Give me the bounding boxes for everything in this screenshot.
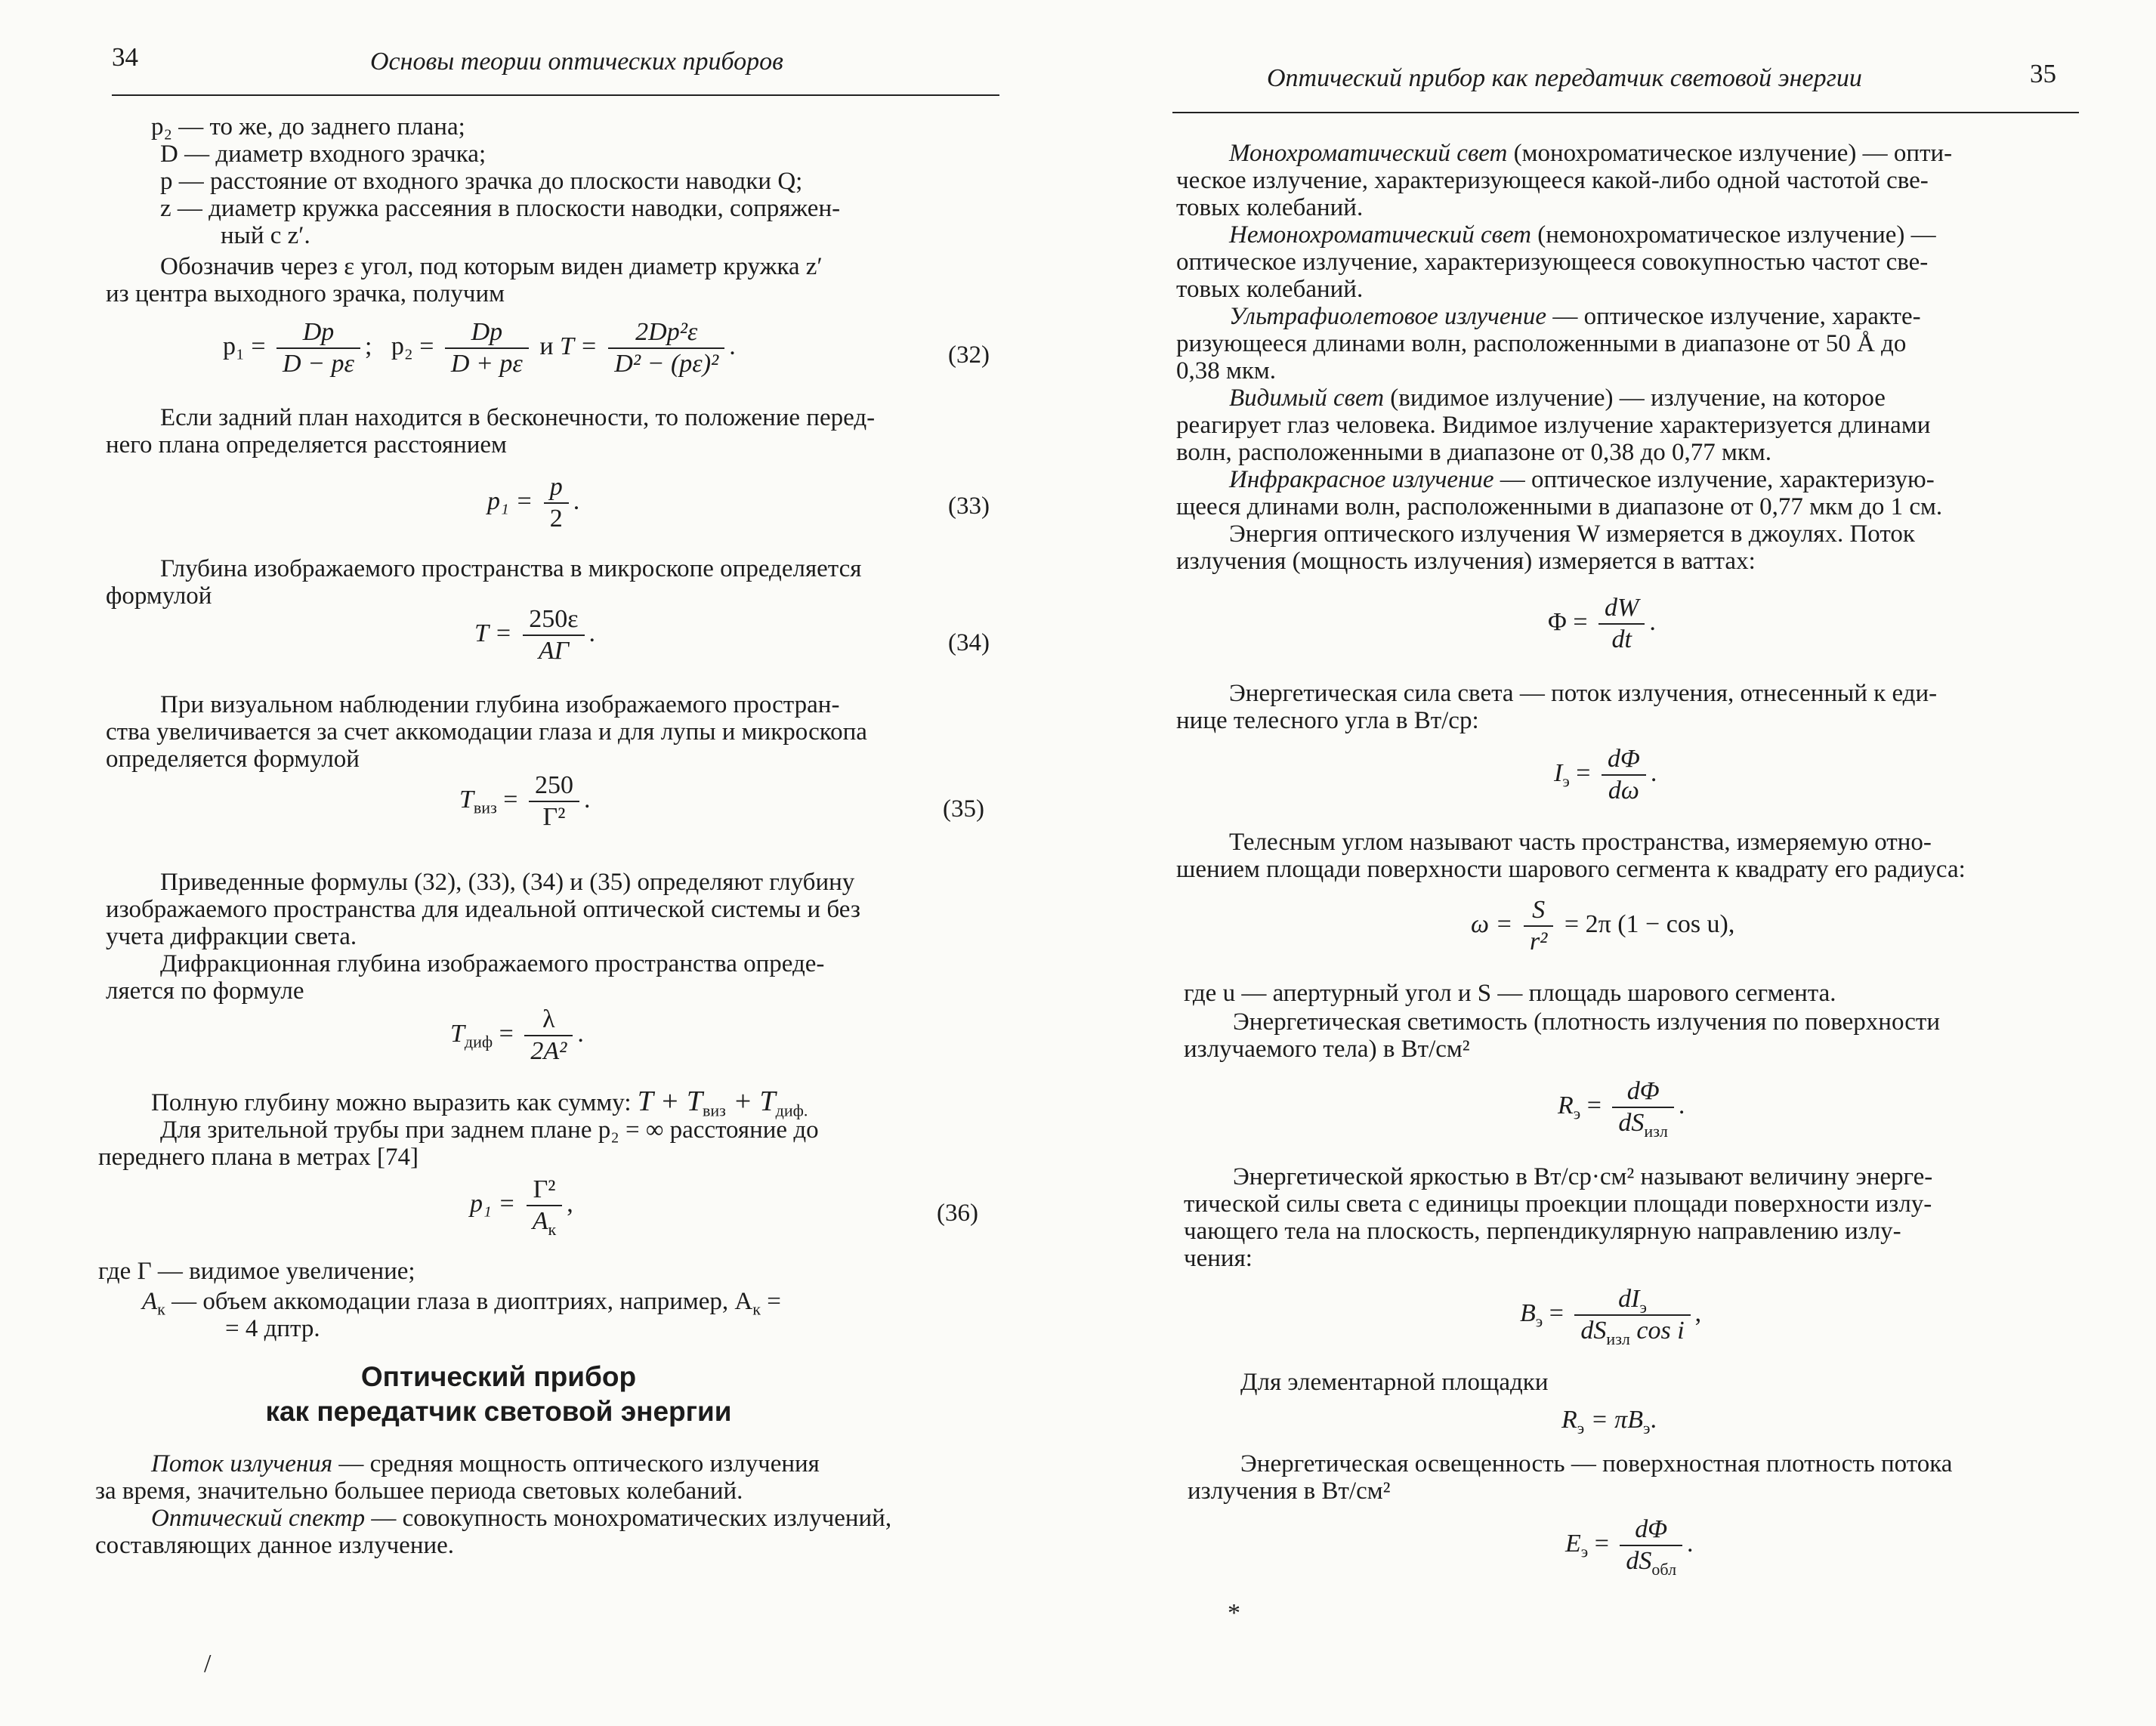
paragraph-energy-line2: излучения (мощность излучения) измеряется в ваттах: <box>1176 548 1756 575</box>
equation-number-35: (35) <box>943 795 984 823</box>
paragraph-formulas-line1: Приведенные формулы (32), (33), (34) и (35) определяют глубину <box>160 869 855 896</box>
paragraph-visible-line3: волн, расположенными в диапазоне от 0,38 до 0,77 мкм. <box>1176 439 1772 466</box>
paragraph-diffraction-line2: ляется по формуле <box>106 977 304 1005</box>
fraction: $\frac{dI_э}{dS_{изл} \cos i}$ <box>1574 1284 1690 1346</box>
where-accommodation-line2: = 4 дптр. <box>225 1315 320 1342</box>
page-number: 35 <box>2030 59 2056 88</box>
paragraph-formulas-line2: изображаемого пространства для идеальной оптической системы и без <box>106 896 860 923</box>
where-accommodation-line1: $A_к$ — объем аккомодации глаза в диоптриях, например, $A_к$ = <box>142 1288 781 1319</box>
fraction: $\frac{S}{\text{r²}}$ <box>1524 895 1553 957</box>
equation-number-33: (33) <box>948 492 990 520</box>
paragraph-energy-line1: Энергия оптического излучения W измеряется в джоулях. Поток <box>1229 520 1915 548</box>
paragraph-spectrum-line1: Оптический спектр — совокупность монохроматических излучений, <box>151 1505 892 1532</box>
paragraph-intensity-line2: нице телесного угла в Вт/ср: <box>1176 707 1479 734</box>
paragraph-visible-line2: реагирует глаз человека. Видимое излучение характеризуется длинами <box>1176 412 1931 439</box>
fraction: $\frac{Dp}{D - p\varepsilon}$ <box>276 317 360 379</box>
paragraph-total-depth: Полную глубину можно выразить как сумму: $T + T_{виз} + T_{диф.}$ <box>151 1085 808 1120</box>
paragraph-infrared-line2: щееся длинами волн, расположенными в диапазоне от 0,77 мкм до 1 см. <box>1176 493 1943 520</box>
right-page <box>1078 0 2156 1726</box>
paragraph-exitance-line1: Энергетическая светимость (плотность излучения по поверхности <box>1233 1008 1941 1036</box>
paragraph-epsilon-line1: Обозначив через ε угол, под которым виден диаметр кружка z′ <box>160 253 823 280</box>
section-heading: Оптический прибор как передатчик световой энергии <box>265 1361 732 1427</box>
fraction: $\frac{dW}{dt}$ <box>1598 593 1645 655</box>
running-title: Основы теории оптических приборов <box>370 48 783 76</box>
equation-35: $T_{виз}$ = $\frac{250}{\text{Γ²}}$ . <box>459 771 591 831</box>
paragraph-monochromatic-line3: товых колебаний. <box>1176 194 1364 221</box>
paragraph-infrared-line1: Инфракрасное излучение — оптическое излучение, характеризую- <box>1229 466 1935 493</box>
equation-diffraction-depth: $T_{диф}$ = $\frac{\lambda}{\text{2A²}}$ . <box>450 1005 584 1065</box>
header-rule <box>112 94 999 96</box>
definition-p2: p₂ — то же, до заднего плана; <box>151 113 465 140</box>
equation-irradiance: $E_э$ = $\frac{d\Phi}{dS_{обл}}$ . <box>1565 1515 1694 1579</box>
fraction: $\frac{\text{Γ²}}{A_к}$ <box>527 1175 562 1237</box>
paragraph-radiant-flux-line2: за время, значительно большее периода световых колебаний. <box>95 1477 743 1505</box>
paragraph-nonmonochromatic-line3: товых колебаний. <box>1176 276 1364 303</box>
equation-radiant-flux: Φ = $\frac{dW}{dt}$ . <box>1548 594 1656 653</box>
equation-32: p₁ = $\frac{Dp}{D - p\varepsilon}$ ; p₂ = $\frac{Dp}{D + p\varepsilon}$ и T = $\frac{\text{2Dp²ε}}{\text{D² − (pε)²}}$ . <box>223 318 736 378</box>
paragraph-ultraviolet-line2: ризующееся длинами волн, расположенными в диапазоне от 50 Å до <box>1176 330 1907 357</box>
fraction: $\frac{d\Phi}{d\omega}$ <box>1602 744 1646 806</box>
fraction: $\frac{\text{2Dp²ε}}{\text{D² − (pε)²}}$ <box>608 317 724 379</box>
running-title: Оптический прибор как передатчик световой энергии <box>1267 64 1862 92</box>
paragraph-epsilon-line2: из центра выходного зрачка, получим <box>106 280 505 307</box>
paragraph-ultraviolet-line3: 0,38 мкм. <box>1176 357 1277 384</box>
paragraph-visual-line2: ства увеличивается за счет аккомодации глаза и для лупы и микроскопа <box>106 718 867 746</box>
paragraph-radiance-line2: тической силы света с единицы проекции площади поверхности излу- <box>1184 1190 1932 1218</box>
fraction: $\frac{p}{2}$ <box>544 472 569 534</box>
fraction: $\frac{d\Phi}{dS_{изл}}$ <box>1612 1076 1673 1138</box>
where-gamma: где Γ — видимое увеличение; <box>98 1258 415 1285</box>
fraction: $\frac{d\Phi}{dS_{обл}}$ <box>1620 1514 1682 1576</box>
paragraph-monochromatic-line2: ческое излучение, характеризующееся какой-либо одной частотой све- <box>1176 167 1929 194</box>
paragraph-radiant-flux-line1: Поток излучения — средняя мощность оптического излучения <box>151 1450 820 1477</box>
paragraph-irradiance-line1: Энергетическая освещенность — поверхностная плотность потока <box>1240 1450 1953 1477</box>
paragraph-radiance-line3: чающего тела на плоскость, перпендикулярную направлению излу- <box>1184 1218 1901 1245</box>
equation-34: T = $\frac{250\varepsilon}{A\Gamma}$ . <box>474 605 596 665</box>
equation-36: p₁ = $\frac{\text{Γ²}}{A_к}$ , <box>470 1175 573 1239</box>
paragraph-nonmonochromatic-line1: Немонохроматический свет (немонохроматическое излучение) — <box>1229 221 1936 249</box>
paragraph-microscope-line1: Глубина изображаемого пространства в микроскопе определяется <box>160 555 862 582</box>
paragraph-elementary-area: Для элементарной площадки <box>1240 1369 1549 1396</box>
paragraph-visual-line3: определяется формулой <box>106 746 360 773</box>
paragraph-solid-angle-line2: шением площади поверхности шарового сегмента к квадрату его радиуса: <box>1176 856 1966 883</box>
paragraph-solid-angle-line1: Телесным углом называют часть пространства, измеряемую отно- <box>1229 829 1932 856</box>
paragraph-ultraviolet-line1: Ультрафиолетовое излучение — оптическое излучение, характе- <box>1229 303 1921 330</box>
definition-p: p — расстояние от входного зрачка до плоскости наводки Q; <box>160 168 803 195</box>
equation-exitance-radiance: $R_э = \pi B_э$. <box>1561 1406 1657 1437</box>
equation-number-32: (32) <box>948 341 990 369</box>
definition-z-line2: ный с z′. <box>221 222 310 249</box>
equation-33: p₁ = $\frac{p}{2}$ . <box>487 473 580 533</box>
paragraph-infinity-line1: Если задний план находится в бесконечности, то положение перед- <box>160 404 876 431</box>
paragraph-radiance-line4: чения: <box>1184 1245 1253 1272</box>
paragraph-telescope-line2: переднего плана в метрах [74] <box>98 1144 419 1171</box>
paragraph-visual-line1: При визуальном наблюдении глубина изображаемого простран- <box>160 691 840 718</box>
equation-number-36: (36) <box>937 1200 978 1227</box>
where-aperture-angle: где u — апертурный угол и S — площадь шарового сегмента. <box>1184 980 1836 1007</box>
paragraph-diffraction-line1: Дифракционная глубина изображаемого пространства опреде- <box>160 950 825 977</box>
paragraph-telescope-line1: Для зрительной трубы при заднем плане p₂ = ∞ расстояние до <box>160 1116 819 1144</box>
definition-D: D — диаметр входного зрачка; <box>160 140 486 168</box>
page-number: 34 <box>112 42 138 72</box>
equation-solid-angle: ω = $\frac{S}{\text{r²}}$ = 2π (1 − cos u), <box>1471 896 1735 956</box>
definition-z-line1: z — диаметр кружка рассеяния в плоскости наводки, сопряжен- <box>160 195 841 222</box>
fraction: $\frac{250\varepsilon}{A\Gamma}$ <box>523 604 584 666</box>
header-rule <box>1172 112 2079 113</box>
equation-radiant-intensity: $I_э$ = $\frac{d\Phi}{d\omega}$ . <box>1554 745 1657 804</box>
paragraph-nonmonochromatic-line2: оптическое излучение, характеризующееся совокупностью частот све- <box>1176 249 1929 276</box>
paragraph-radiance-line1: Энергетической яркостью в Вт/ср·см² называют величину энерге- <box>1233 1163 1933 1190</box>
paragraph-exitance-line2: излучаемого тела) в Вт/см² <box>1184 1036 1470 1063</box>
fraction: $\frac{250}{\text{Γ²}}$ <box>529 770 579 832</box>
paragraph-infinity-line2: него плана определяется расстоянием <box>106 431 507 459</box>
stray-mark: / <box>204 1650 212 1678</box>
equation-radiance: $B_э$ = $\frac{dI_э}{dS_{изл} \cos i}$ , <box>1520 1285 1702 1348</box>
paragraph-visible-line1: Видимый свет (видимое излучение) — излучение, на которое <box>1229 384 1886 412</box>
paragraph-irradiance-line2: излучения в Вт/см² <box>1188 1477 1391 1505</box>
paragraph-formulas-line3: учета дифракции света. <box>106 923 357 950</box>
equation-number-34: (34) <box>948 629 990 656</box>
paragraph-monochromatic-line1: Монохроматический свет (монохроматическое излучение) — опти- <box>1229 140 1953 167</box>
paragraph-intensity-line1: Энергетическая сила света — поток излучения, отнесенный к еди- <box>1229 680 1938 707</box>
paragraph-spectrum-line2: составляющих данное излучение. <box>95 1532 455 1559</box>
fraction: $\frac{Dp}{D + p\varepsilon}$ <box>445 317 529 379</box>
equation-radiant-exitance: $R_э$ = $\frac{d\Phi}{dS_{изл}}$ . <box>1558 1077 1685 1141</box>
stray-mark: * <box>1228 1599 1240 1627</box>
paragraph-microscope-line2: формулой <box>106 582 212 610</box>
fraction: $\frac{\lambda}{\text{2A²}}$ <box>524 1005 573 1067</box>
